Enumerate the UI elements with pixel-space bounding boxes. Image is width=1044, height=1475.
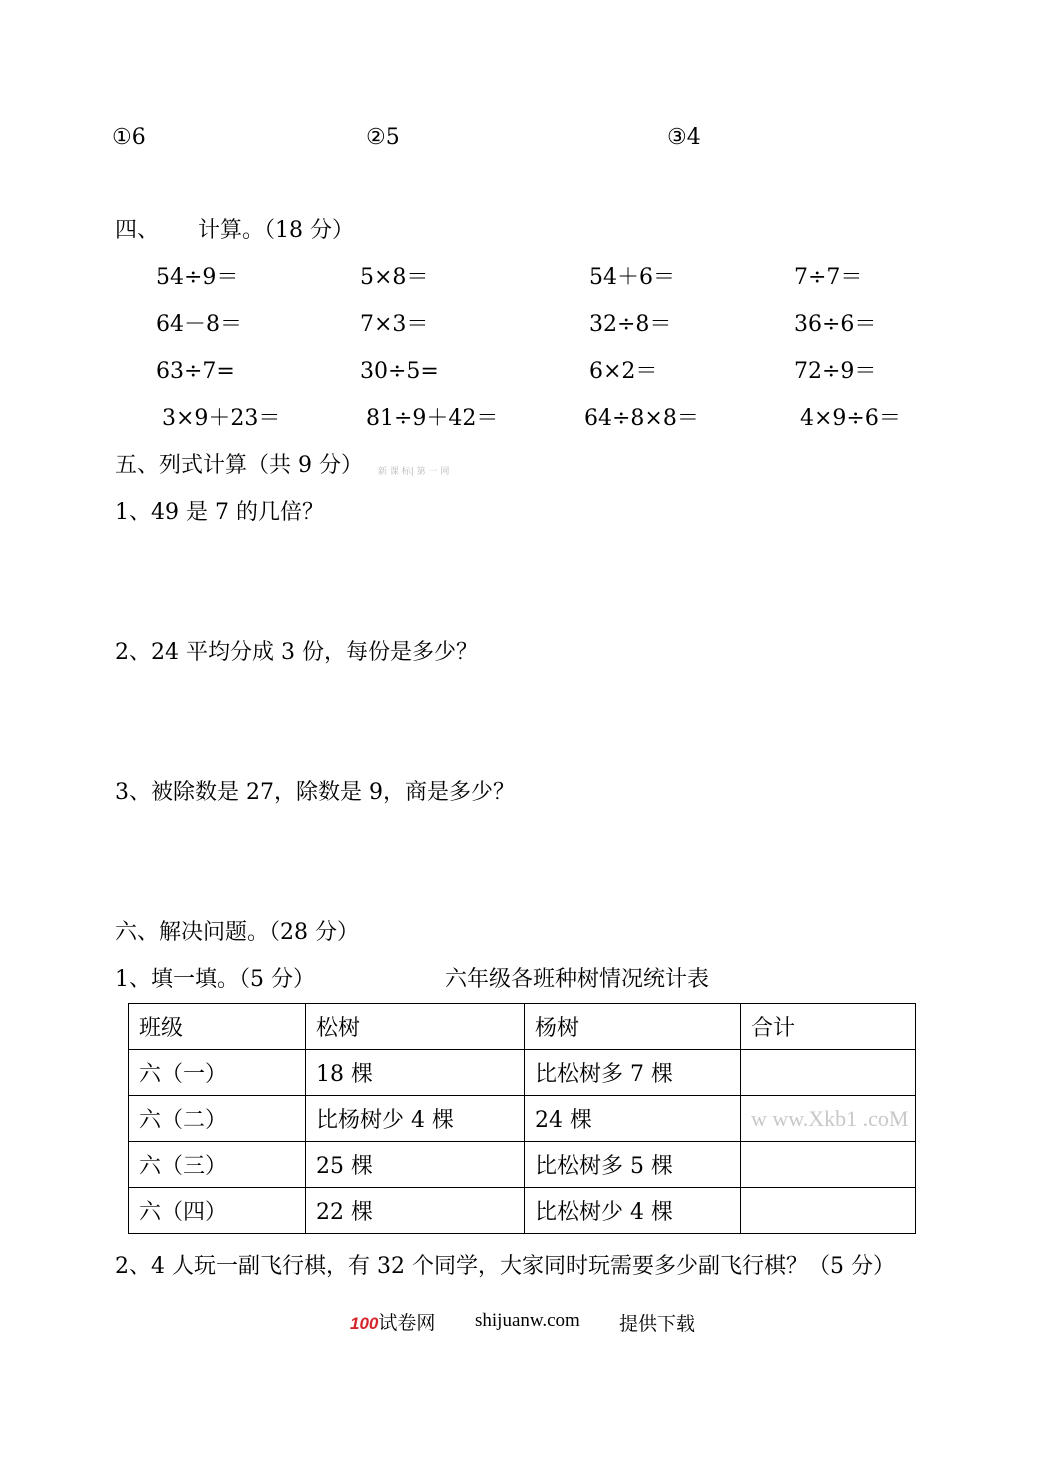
section5-title: 五、列式计算（共 9 分） (115, 453, 363, 478)
table-cell (741, 1050, 916, 1096)
calc-item: 54＋6＝ (589, 265, 675, 290)
table-cell: 22 棵 (306, 1188, 525, 1234)
calc-item: 54÷9＝ (156, 265, 239, 290)
table-header-cell: 杨树 (525, 1004, 741, 1050)
calc-item: 7×3＝ (360, 312, 429, 337)
option-3: ③4 (667, 125, 701, 150)
table-cell (741, 1188, 916, 1234)
table-row (129, 1188, 916, 1234)
table-cell: 25 棵 (306, 1142, 525, 1188)
calc-item: 7÷7＝ (794, 265, 863, 290)
table-cell: 比松树多 5 棵 (525, 1142, 741, 1188)
table-title: 六年级各班种树情况统计表 (445, 967, 710, 992)
watermark-cell: w ww.Xkb1 .coM (741, 1096, 916, 1142)
section6-title: 六、解决问题。（28 分） (115, 920, 359, 945)
calc-item: 5×8＝ (360, 265, 429, 290)
table-cell: 六（一） (129, 1050, 306, 1096)
watermark-small: 新 课 标| 第 一 网 (378, 467, 450, 477)
table-row (129, 1096, 916, 1142)
calc-item: 64÷8×8＝ (584, 406, 699, 431)
calc-item: 36÷6＝ (794, 312, 877, 337)
calc-item: 3×9＋23＝ (162, 406, 281, 431)
section4-title: 计算。（18 分） (198, 218, 354, 243)
table-row (129, 1142, 916, 1188)
calc-item: 72÷9＝ (794, 359, 877, 384)
footer-note: 提供下载 (619, 1313, 696, 1335)
calc-item: 6×2＝ (589, 359, 658, 384)
problem-1-label: 1、填一填。（5 分） (115, 967, 315, 992)
table-cell: 六（三） (129, 1142, 306, 1188)
calc-item: 4×9÷6＝ (800, 406, 901, 431)
footer-site-name: 试卷网 (378, 1312, 436, 1334)
calc-item: 30÷5= (360, 359, 439, 384)
table-cell: 比杨树少 4 棵 (306, 1096, 525, 1142)
option-1: ①6 (112, 125, 146, 150)
table-cell: 18 棵 (306, 1050, 525, 1096)
section4-number: 四、 (115, 218, 160, 243)
option-2: ②5 (366, 125, 400, 150)
footer (350, 1308, 435, 1335)
question-1: 1、49 是 7 的几倍？ (115, 500, 324, 525)
table-cell: 比松树多 7 棵 (525, 1050, 741, 1096)
table-cell: 24 棵 (525, 1096, 741, 1142)
problem-2: 2、4 人玩一副飞行棋，有 32 个同学，大家同时玩需要多少副飞行棋？（5 分） (115, 1254, 895, 1279)
calc-item: 63÷7= (156, 359, 235, 384)
table-header-cell: 合计 (741, 1004, 916, 1050)
question-2: 2、24 平均分成 3 份，每份是多少？ (115, 640, 478, 665)
table-header-cell: 松树 (306, 1004, 525, 1050)
calc-item: 64－8＝ (156, 312, 242, 337)
tree-table (128, 1003, 916, 1234)
calc-item: 81÷9＋42＝ (366, 406, 499, 431)
table-row (129, 1050, 916, 1096)
footer-logo: 100 (350, 1314, 379, 1333)
question-3: 3、被除数是 27，除数是 9，商是多少？ (115, 780, 515, 805)
table-header-row (129, 1004, 916, 1050)
table-cell (741, 1142, 916, 1188)
table-header-cell: 班级 (129, 1004, 306, 1050)
table-cell: 比松树少 4 棵 (525, 1188, 741, 1234)
footer-url[interactable]: shijuanw.com (475, 1310, 580, 1331)
table-cell: 六（二） (129, 1096, 306, 1142)
calc-item: 32÷8＝ (589, 312, 672, 337)
table-cell: 六（四） (129, 1188, 306, 1234)
